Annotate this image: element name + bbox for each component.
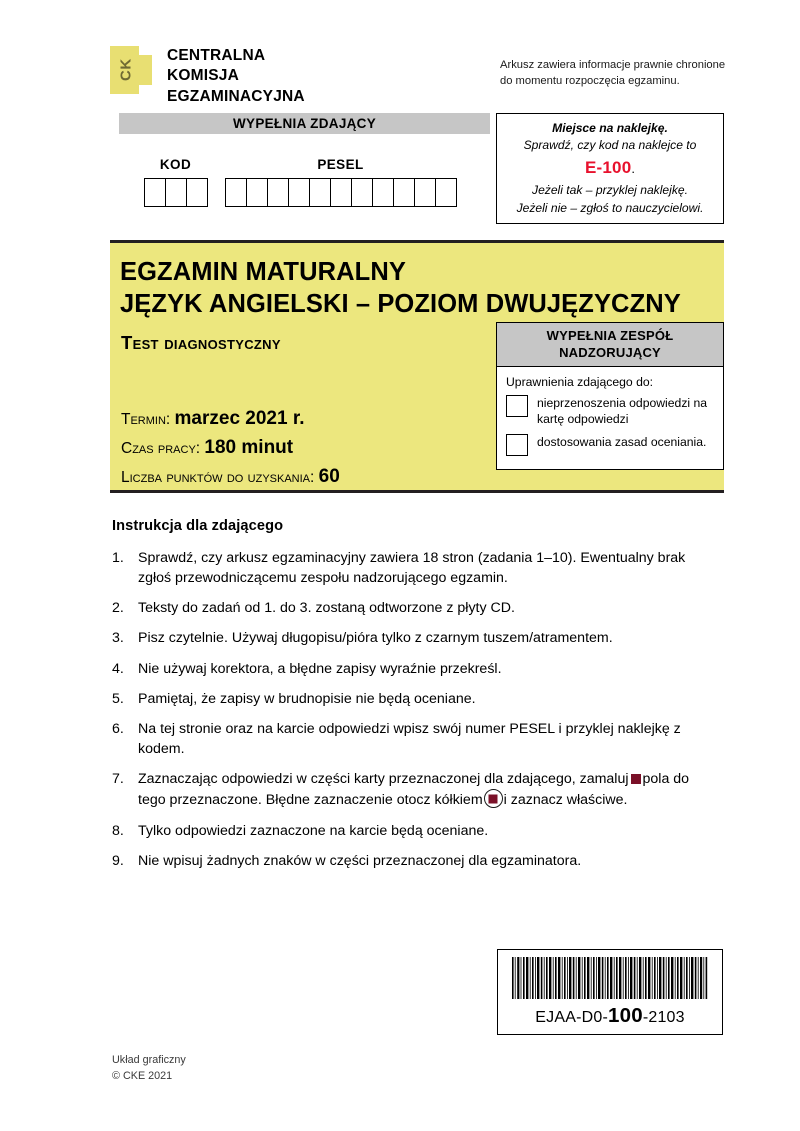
barcode-emphasis: 100 — [608, 1003, 643, 1027]
supervisor-band-line-2: NADZORUJĄCY — [559, 345, 661, 361]
logo-notch-bottom — [139, 85, 152, 94]
sticker-check-instruction: Sprawdź, czy kod na naklejce to — [523, 138, 697, 153]
exam-title — [120, 257, 681, 321]
sticker-if-yes: Jeżeli tak – przyklej naklejkę. — [532, 183, 688, 198]
permission-checkbox-2[interactable] — [506, 434, 528, 456]
supervisor-intro: Uprawnienia zdającego do: — [506, 375, 654, 390]
instruction-text: Sprawdź, czy arkusz egzaminacyjny zawiera 18 stron (zadania 1–10). Ewentualny brak zgłoś przewodniczącemu zespołu nadzorującego egzamin. — [138, 550, 686, 587]
exam-meta-term-label: Termin: — [121, 411, 171, 428]
pesel-field-group — [225, 157, 456, 207]
footer-line-1: Układ graficzny — [112, 1054, 186, 1066]
exam-meta-list — [121, 405, 340, 492]
pesel-cell[interactable] — [393, 178, 415, 207]
filled-square-icon — [631, 774, 641, 784]
exam-meta-term — [121, 405, 340, 434]
footer-line-2: © CKE 2021 — [112, 1070, 173, 1083]
instruction-number: 5. — [112, 690, 124, 707]
sticker-code-line — [585, 156, 635, 181]
instructions-list — [112, 548, 712, 871]
org-line-1: CENTRALNA — [167, 47, 266, 64]
organization-name — [167, 46, 305, 107]
supervisor-fill-box — [496, 322, 724, 470]
barcode-label-box — [497, 949, 723, 1035]
examinee-band-title: WYPEŁNIA ZDAJĄCY — [119, 113, 490, 134]
exam-meta-duration-label: Czas pracy: — [121, 439, 201, 457]
code-fields-row — [119, 157, 490, 219]
instruction-item — [112, 628, 712, 648]
exam-title-line-2: JĘZYK ANGIELSKI – POZIOM DWUJĘZYCZNY — [120, 289, 681, 318]
exam-meta-points-label: Liczba punktów do uzyskania: — [121, 468, 315, 486]
instruction-item — [112, 719, 712, 759]
logo-notch-top — [139, 46, 152, 55]
examinee-fill-panel — [119, 113, 490, 223]
pesel-cell[interactable] — [246, 178, 268, 207]
exam-title-line-1: EGZAMIN MATURALNY — [120, 258, 406, 286]
pesel-cell[interactable] — [267, 178, 289, 207]
instruction-text-part-1: Zaznaczając odpowiedzi w części karty przeznaczonej dla zdającego, zamaluj — [138, 771, 629, 788]
pesel-cell[interactable] — [414, 178, 436, 207]
kod-input-boxes[interactable] — [144, 178, 207, 207]
instruction-item — [112, 769, 712, 810]
instruction-item — [112, 659, 712, 679]
circled-square-icon — [484, 789, 503, 808]
cke-logo — [110, 46, 305, 107]
permission-row-1[interactable] — [506, 395, 714, 428]
kod-label: KOD — [159, 157, 192, 172]
supervisor-band-title — [497, 323, 723, 367]
instruction-text-part-3: i zaznacz właściwe. — [503, 792, 628, 809]
exam-meta-term-value: marzec 2021 r. — [174, 408, 305, 429]
pesel-input-boxes[interactable] — [225, 178, 456, 207]
permission-row-2[interactable] — [506, 434, 714, 456]
pesel-cell[interactable] — [225, 178, 247, 207]
sticker-code: E-100 — [585, 157, 632, 177]
instruction-item — [112, 689, 712, 709]
pesel-cell[interactable] — [309, 178, 331, 207]
permission-label-1: nieprzenoszenia odpowiedzi na kartę odpowiedzi — [537, 396, 708, 427]
supervisor-band-line-1: WYPEŁNIA ZESPÓŁ — [546, 328, 674, 343]
permission-label-2: dostosowania zasad oceniania. — [537, 435, 707, 450]
sticker-code-suffix: . — [631, 160, 635, 176]
instruction-number: 6. — [112, 720, 124, 737]
instruction-item — [112, 851, 712, 871]
instructions-section — [112, 518, 712, 881]
barcode-prefix: EJAA-D0- — [535, 1008, 608, 1026]
instruction-number: 1. — [112, 550, 124, 566]
sticker-title: Miejsce na naklejkę. — [552, 120, 668, 135]
page-header — [110, 44, 730, 106]
org-line-2: KOMISJA — [167, 67, 240, 85]
pesel-cell[interactable] — [330, 178, 352, 207]
instruction-item — [112, 548, 712, 588]
instruction-number: 8. — [112, 822, 124, 839]
page-footer — [112, 1052, 186, 1084]
barcode-code-text — [535, 1004, 684, 1028]
pesel-cell[interactable] — [351, 178, 373, 207]
exam-meta-points — [121, 463, 340, 492]
instruction-item — [112, 821, 712, 841]
instruction-number: 9. — [112, 852, 124, 869]
supervisor-body — [497, 367, 723, 456]
instruction-text: Nie używaj korektora, a błędne zapisy wyraźnie przekreśl. — [138, 660, 502, 677]
instruction-item — [112, 598, 712, 618]
legal-notice: Arkusz zawiera informacje prawnie chronione do momentu rozpoczęcia egzaminu. — [500, 59, 726, 87]
kod-field-group — [144, 157, 207, 207]
exam-meta-duration — [121, 434, 340, 463]
instruction-text: Na tej stronie oraz na karcie odpowiedzi wpisz swój numer PESEL i przyklej naklejkę z kodem. — [138, 720, 681, 758]
exam-meta-points-value: 60 — [318, 465, 340, 487]
sticker-if-no: Jeżeli nie – zgłoś to nauczycielowi. — [516, 200, 704, 215]
instruction-text-part-2: pola do tego przeznaczone. Błędne zaznaczenie otocz kółkiem — [138, 771, 690, 809]
barcode-image — [512, 957, 708, 999]
instruction-text: Pisz czytelnie. Używaj długopisu/pióra tylko z czarnym tuszem/atramentem. — [138, 630, 613, 647]
instruction-number: 4. — [112, 660, 124, 677]
pesel-cell[interactable] — [288, 178, 310, 207]
instruction-text: Nie wpisuj żadnych znaków w części przeznaczonej dla egzaminatora. — [138, 852, 582, 869]
exam-subtitle: Test diagnostyczny — [121, 332, 281, 353]
instructions-heading: Instrukcja dla zdającego — [112, 518, 284, 534]
kod-cell[interactable] — [144, 178, 166, 207]
instruction-text: Teksty do zadań od 1. do 3. zostaną odtworzone z płyty CD. — [138, 600, 515, 617]
pesel-label: PESEL — [317, 157, 364, 172]
cke-logo-mark — [110, 46, 152, 94]
permission-checkbox-1[interactable] — [506, 395, 528, 417]
kod-cell[interactable] — [165, 178, 187, 207]
instruction-text: Tylko odpowiedzi zaznaczone na karcie będą oceniane. — [138, 822, 489, 839]
instruction-number: 7. — [112, 771, 124, 788]
pesel-cell[interactable] — [435, 178, 457, 207]
sticker-placement-box — [496, 113, 724, 224]
logo-letters: CK — [117, 58, 135, 82]
exam-meta-duration-value: 180 minut — [204, 436, 294, 458]
instruction-number: 2. — [112, 600, 124, 617]
kod-cell[interactable] — [186, 178, 208, 207]
instruction-text: Pamiętaj, że zapisy w brudnopisie nie będą oceniane. — [138, 690, 476, 707]
pesel-cell[interactable] — [372, 178, 394, 207]
barcode-suffix: -2103 — [642, 1008, 685, 1026]
instruction-number: 3. — [112, 630, 124, 647]
org-line-3: EGZAMINACYJNA — [167, 87, 305, 105]
